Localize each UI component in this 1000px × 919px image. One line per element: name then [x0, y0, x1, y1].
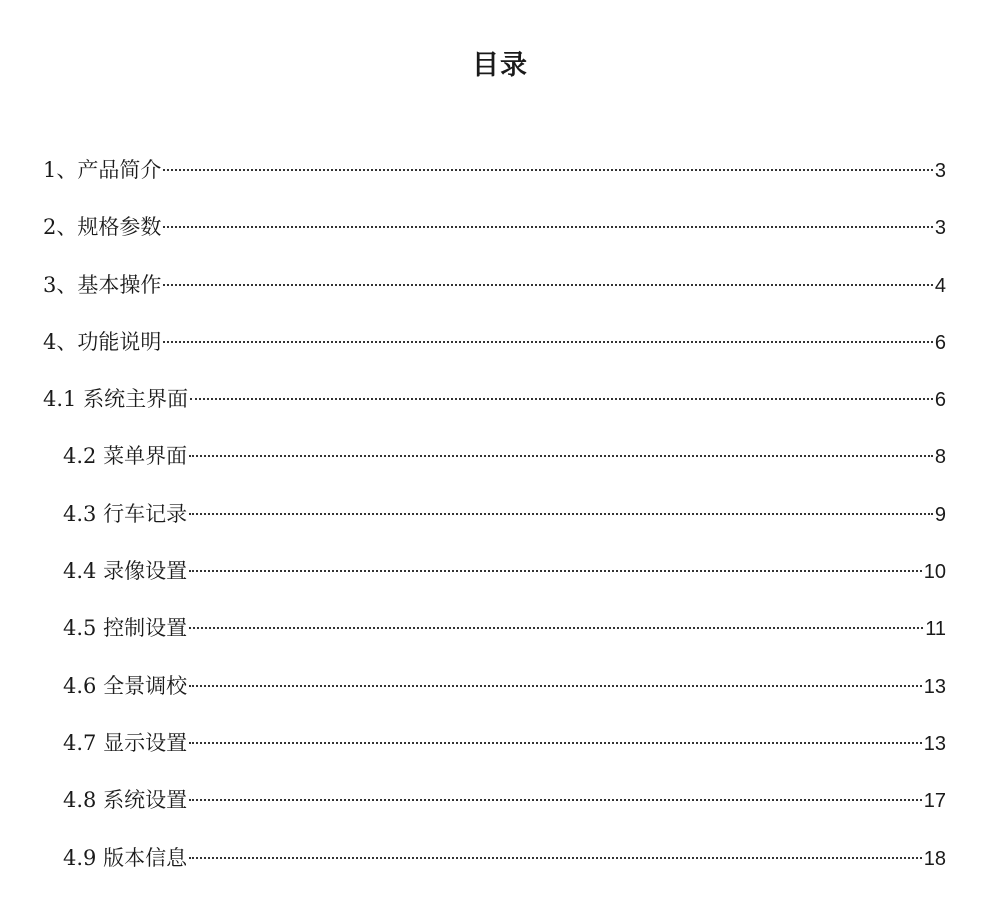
toc-dot-leader	[189, 742, 922, 744]
toc-dot-leader	[189, 799, 922, 801]
toc-dot-leader	[163, 169, 933, 171]
toc-entry-title: 4.6 全景调校	[63, 673, 188, 698]
toc-dot-leader	[190, 398, 933, 400]
toc-entry[interactable]	[0, 486, 1000, 543]
toc-entry[interactable]	[0, 314, 1000, 371]
toc-entry-title: 4.2 菜单界面	[63, 444, 188, 469]
toc-entry[interactable]	[0, 428, 1000, 485]
toc-entry[interactable]	[0, 257, 1000, 314]
toc-page-number: 13	[923, 675, 946, 698]
toc-dot-leader	[189, 627, 923, 629]
toc-entry[interactable]	[0, 830, 1000, 887]
toc-entry[interactable]	[0, 772, 1000, 829]
toc-entry-title: 4.9 版本信息	[63, 845, 188, 870]
toc-dot-leader	[189, 513, 933, 515]
toc-page-number: 11	[925, 618, 946, 641]
toc-entry[interactable]	[0, 600, 1000, 657]
toc-page-number: 8	[934, 446, 946, 469]
toc-entry-title: 2、规格参数	[43, 215, 162, 240]
toc-page-number: 10	[923, 561, 946, 584]
toc-entry-title: 4.5 控制设置	[63, 616, 188, 641]
toc-entry-title: 3、基本操作	[43, 272, 162, 297]
toc-page-number: 9	[934, 503, 946, 526]
toc-dot-leader	[189, 455, 933, 457]
toc-page-number: 18	[923, 847, 946, 870]
toc-dot-leader	[163, 226, 933, 228]
toc-dot-leader	[189, 857, 922, 859]
toc-entry[interactable]	[0, 658, 1000, 715]
toc-entry[interactable]	[0, 371, 1000, 428]
toc-entry-title: 4.4 录像设置	[63, 559, 188, 584]
toc-page-number: 17	[923, 790, 946, 813]
toc-dot-leader	[163, 284, 933, 286]
toc-dot-leader	[189, 570, 922, 572]
toc-page-number: 4	[934, 274, 946, 297]
toc-entry-title: 4.1 系统主界面	[43, 387, 189, 412]
toc-page-number: 3	[934, 217, 946, 240]
toc-page-number: 13	[923, 732, 946, 755]
toc-page-number: 3	[934, 160, 946, 182]
toc-entry[interactable]	[0, 543, 1000, 600]
toc-entry[interactable]	[0, 199, 1000, 256]
toc-entry-title: 1、产品简介	[43, 158, 162, 182]
toc-entry[interactable]	[0, 142, 1000, 199]
toc-page-number: 6	[934, 331, 946, 354]
table-of-contents	[0, 142, 1000, 887]
toc-dot-leader	[189, 685, 922, 687]
toc-page-number: 6	[934, 389, 946, 412]
toc-entry-title: 4.7 显示设置	[63, 730, 188, 755]
toc-title: 目录	[472, 50, 528, 81]
toc-dot-leader	[163, 341, 933, 343]
toc-entry-title: 4.3 行车记录	[63, 501, 188, 526]
toc-entry-title: 4、功能说明	[43, 329, 162, 354]
toc-entry[interactable]	[0, 715, 1000, 772]
toc-entry-title: 4.8 系统设置	[63, 788, 188, 813]
